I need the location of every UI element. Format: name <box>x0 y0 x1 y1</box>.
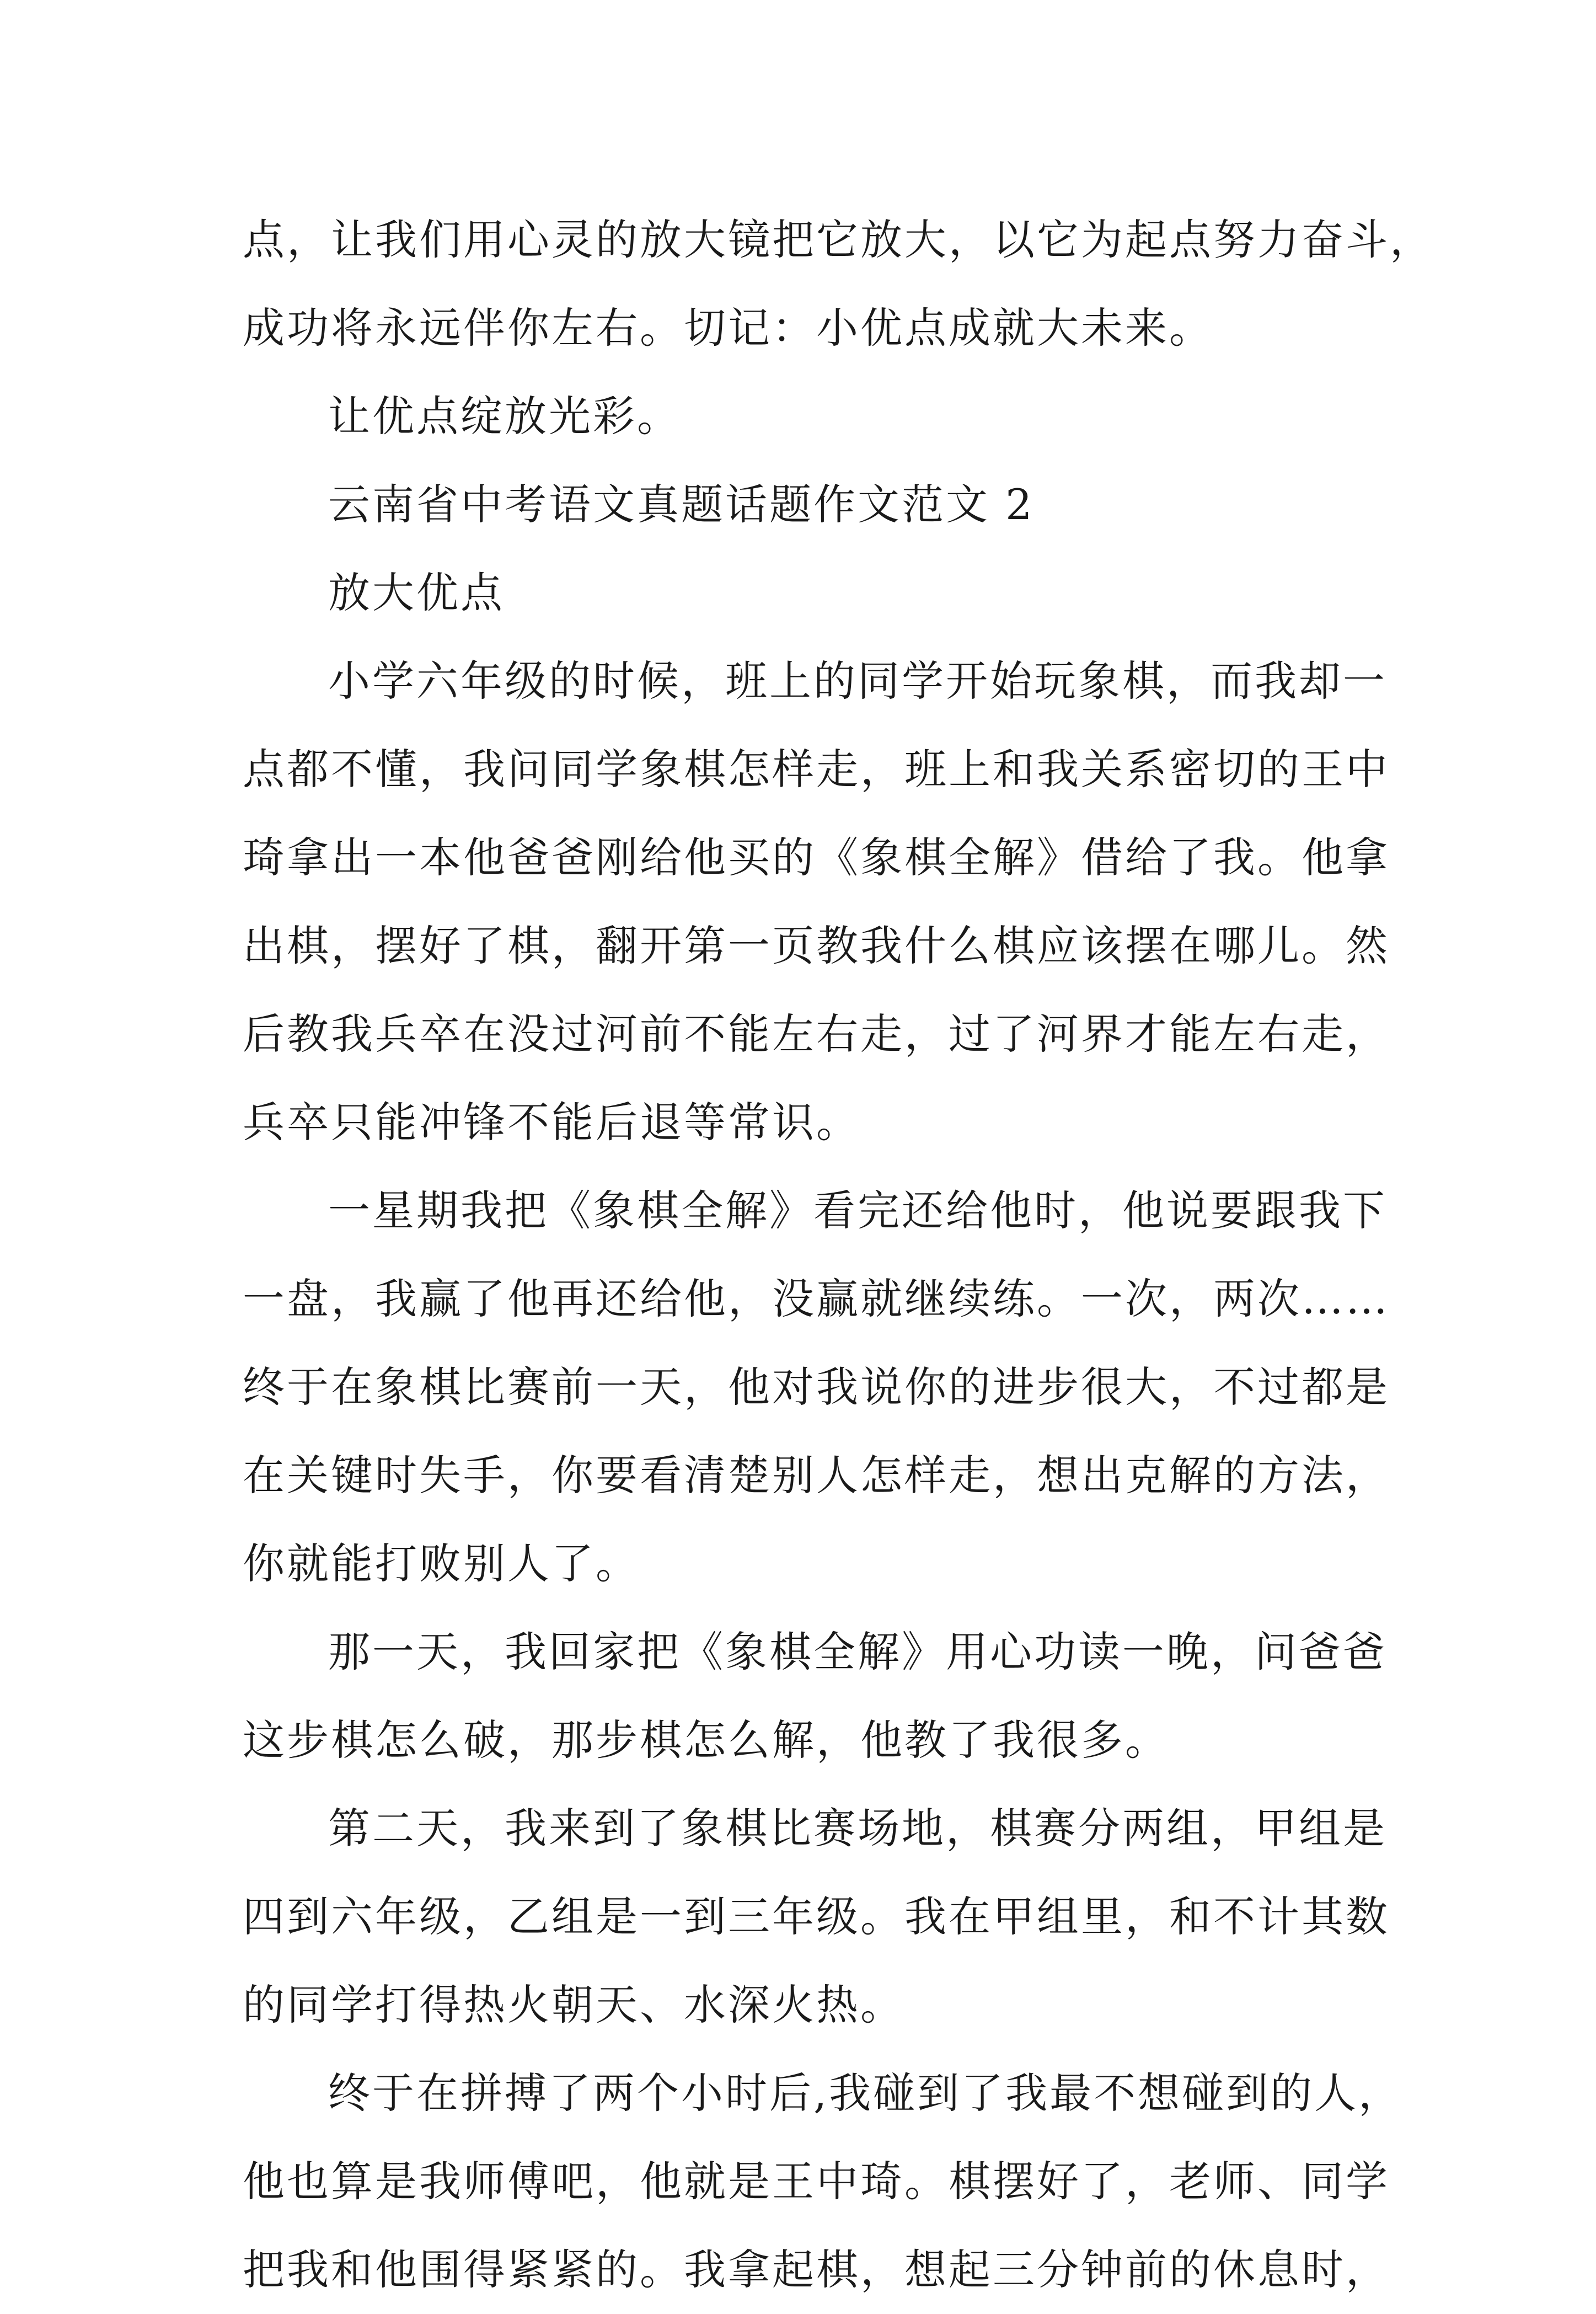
paragraph <box>243 1608 1387 1784</box>
paragraph <box>243 637 1390 1167</box>
text-line: 终于在象棋比赛前一天，他对我说你的进步很大，不过都是 <box>243 1362 1390 1412</box>
paragraph <box>243 2049 1403 2314</box>
text-line: 小学六年级的时候，班上的同学开始玩象棋，而我却一 <box>328 656 1387 706</box>
text-line: 一盘，我赢了他再还给他，没赢就继续练。一次，两次…… <box>243 1274 1390 1323</box>
text-line: 在关键时失手，你要看清楚别人怎样走，想出克解的方法， <box>243 1451 1390 1500</box>
text-line: 终于在拼搏了两个小时后,我碰到了我最不想碰到的人， <box>328 2069 1403 2118</box>
text-line: 四到六年级，乙组是一到三年级。我在甲组里，和不计其数 <box>243 1892 1390 1941</box>
paragraph <box>243 1167 1390 1608</box>
paragraph <box>243 1784 1390 2049</box>
paragraph <box>243 461 1357 549</box>
text-line: 一星期我把《象棋全解》看完还给他时，他说要跟我下 <box>328 1186 1387 1235</box>
text-line: 点都不懂，我问同学象棋怎样走，班上和我关系密切的王中 <box>243 745 1390 794</box>
paragraph <box>243 372 1357 461</box>
text-line: 他也算是我师傅吧，他就是王中琦。棋摆好了，老师、同学 <box>243 2157 1390 2206</box>
text-line: 云南省中考语文真题话题作文范文 2 <box>328 480 1035 529</box>
text-line: 兵卒只能冲锋不能后退等常识。 <box>243 1098 860 1147</box>
text-line: 你就能打败别人了。 <box>243 1539 640 1588</box>
text-line: 让优点绽放光彩。 <box>328 392 681 441</box>
text-line: 把我和他围得紧紧的。我拿起棋，想起三分钟前的休息时， <box>243 2245 1390 2294</box>
text-line: 第二天，我来到了象棋比赛场地，棋赛分两组，甲组是 <box>328 1804 1387 1853</box>
text-line: 那一天，我回家把《象棋全解》用心功读一晚，问爸爸 <box>328 1627 1387 1676</box>
paragraph <box>243 196 1434 372</box>
text-line: 后教我兵卒在没过河前不能左右走，过了河界才能左右走， <box>243 1009 1390 1059</box>
text-line: 成功将永远伴你左右。切记：小优点成就大未来。 <box>243 303 1213 352</box>
text-line: 放大优点 <box>328 568 505 617</box>
body-text <box>243 196 1434 2314</box>
text-line: 这步棋怎么破，那步棋怎么解，他教了我很多。 <box>243 1716 1169 1765</box>
text-line: 的同学打得热火朝天、水深火热。 <box>243 1980 904 2029</box>
text-line: 点，让我们用心灵的放大镜把它放大，以它为起点努力奋斗， <box>243 215 1434 264</box>
text-line: 琦拿出一本他爸爸刚给他买的《象棋全解》借给了我。他拿 <box>243 833 1390 882</box>
text-line: 出棋，摆好了棋，翻开第一页教我什么棋应该摆在哪儿。然 <box>243 921 1390 970</box>
paragraph <box>243 549 1357 637</box>
